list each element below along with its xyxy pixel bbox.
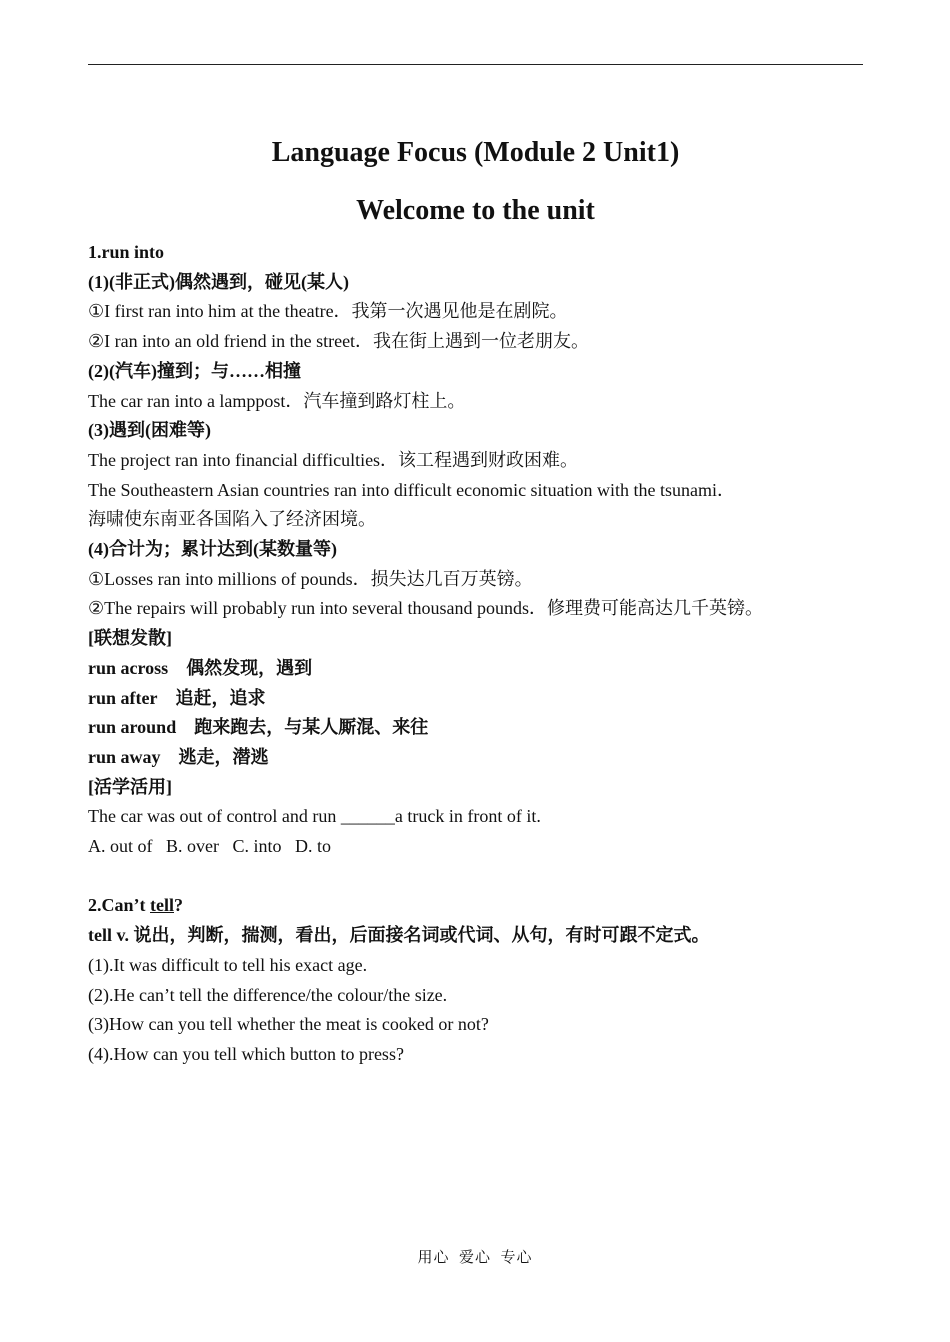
- example-line: The project ran into financial difficulties．该工程遇到财政困难。: [88, 449, 579, 470]
- page-footer: 用心 爱心 专心: [417, 1250, 533, 1266]
- underlined-word: tell: [150, 895, 174, 916]
- definition: tell v. 说出，判断，揣测，看出，后面接名词或代词、从句，有时可跟不定式。: [88, 925, 710, 946]
- practice-heading: [活学活用]: [88, 776, 172, 797]
- phrase-meaning: 跑来跑去，与某人厮混、来往: [194, 717, 429, 738]
- meaning-2: (2)(汽车)撞到；与……相撞: [88, 360, 301, 381]
- example-line: The car ran into a lamppost．汽车撞到路灯柱上。: [88, 390, 466, 411]
- phrase-entry: [88, 684, 863, 714]
- example-line: (3)How can you tell whether the meat is cooked or not?: [88, 1014, 489, 1035]
- phrase-meaning: 偶然发现，遇到: [186, 657, 313, 678]
- example-line: ①I first ran into him at the theatre．我第一次遇见他是在剧院。: [88, 301, 568, 322]
- phrase-entry: [88, 713, 863, 743]
- header-rule: [88, 64, 863, 65]
- example-line: The Southeastern Asian countries ran into difficult economic situation with the tsunami．: [88, 479, 736, 500]
- example-line: (1).It was difficult to tell his exact age.: [88, 954, 368, 975]
- example-line: ②I ran into an old friend in the street．我在街上遇到一位老朋友。: [88, 331, 590, 352]
- phrase-meaning: 逃走，潜逃: [178, 746, 269, 767]
- phrase: run away: [88, 746, 161, 767]
- example-line: 海啸使东南亚各国陷入了经济困境。: [88, 509, 376, 530]
- phrase-entry: [88, 654, 863, 684]
- practice-question: The car was out of control and run ______a truck in front of it.: [88, 806, 541, 827]
- phrase: run across: [88, 657, 169, 678]
- item-heading: 2.Can’t tell?: [88, 895, 183, 916]
- spacer: [88, 862, 863, 892]
- phrase-entry: [88, 743, 863, 773]
- meaning-3: (3)遇到(困难等): [88, 420, 211, 441]
- item-heading: 1.run into: [88, 242, 165, 262]
- phrase: run after: [88, 687, 158, 708]
- example-line: ②The repairs will probably run into several thousand pounds．修理费可能高达几千英镑。: [88, 598, 764, 619]
- document-title: Language Focus (Module 2 Unit1): [271, 137, 680, 168]
- document-body: [88, 130, 863, 1070]
- example-line: (2).He can’t tell the difference/the colour/the size.: [88, 984, 448, 1005]
- example-line: ①Losses ran into millions of pounds．损失达几百万英镑。: [88, 568, 533, 589]
- practice-options: A. out of B. over C. into D. to: [88, 836, 331, 857]
- phrase: run around: [88, 717, 177, 738]
- association-heading: [联想发散]: [88, 628, 172, 649]
- example-line: (4).How can you tell which button to press?: [88, 1043, 404, 1064]
- meaning-1: (1)(非正式)偶然遇到，碰见(某人): [88, 271, 349, 292]
- phrase-meaning: 追赶，追求: [175, 687, 266, 708]
- section-title: Welcome to the unit: [356, 195, 595, 226]
- meaning-4: (4)合计为；累计达到(某数量等): [88, 539, 337, 560]
